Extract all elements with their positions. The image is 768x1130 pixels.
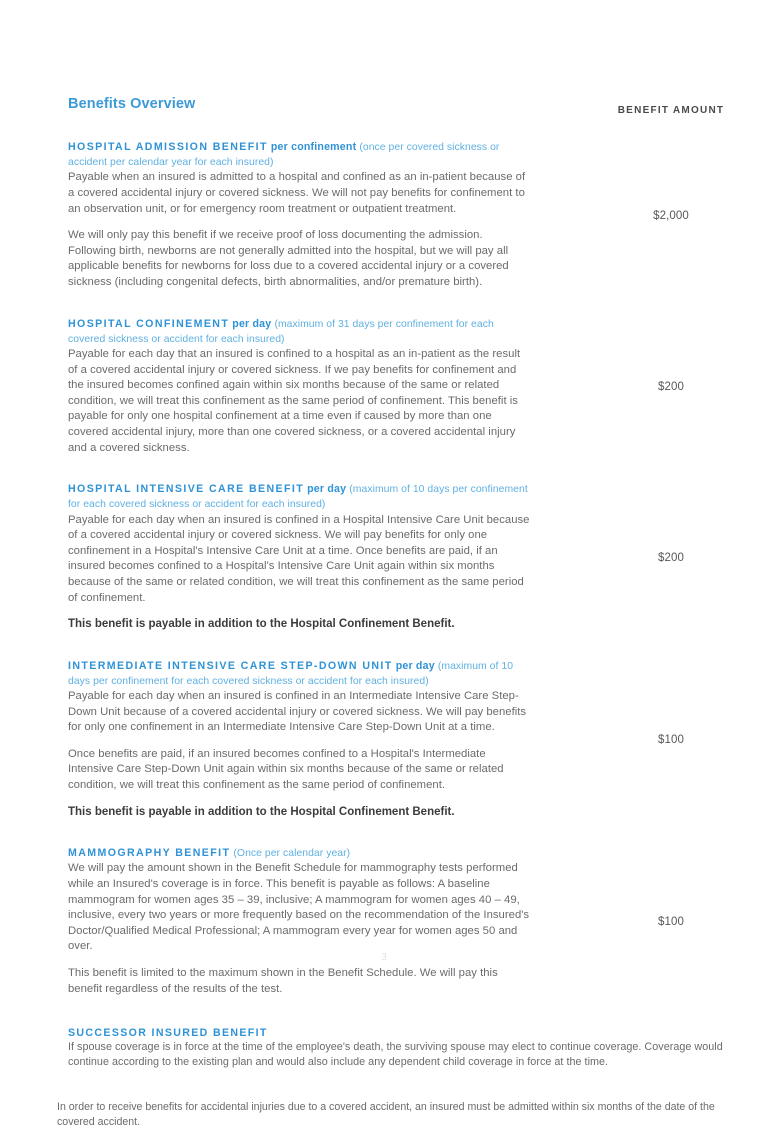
page-title: Benefits Overview [68,96,196,112]
benefit-section [0,482,768,633]
benefit-amount-value: $200 [658,380,684,393]
successor-insured-section [0,1027,768,1070]
benefit-heading [68,317,532,347]
benefit-heading-title: HOSPITAL CONFINEMENT [68,317,230,330]
benefit-bold-note: This benefit is payable in addition to the Hospital Confinement Benefit. [68,805,455,818]
page-header [0,96,768,128]
benefit-amount-value: $2,000 [653,210,689,222]
benefit-heading-qualifier: per day [232,317,272,330]
benefit-heading-title: MAMMOGRAPHY BENEFIT [68,847,231,860]
benefit-section [0,140,768,291]
benefit-heading [68,659,532,689]
benefits-list [0,140,768,1130]
benefit-amount-value: $100 [658,916,684,929]
benefit-text-column [0,482,532,633]
benefit-section [0,317,768,457]
benefit-text-column [0,659,532,821]
benefit-text-column [0,140,532,291]
successor-insured-inner [0,1027,768,1070]
benefit-heading-parenthetical: (Once per calendar year) [233,848,351,860]
benefit-paragraph: Once benefits are paid, if an insured becomes confined to a Hospital's Intermediate Intensive Care Step-Down Unit again within six months because of the same or related condition, we will treat this confinement as the same period of confinement. [68,747,504,792]
benefit-paragraph: Payable when an insured is admitted to a hospital and confined as an in-patient because of a covered accidental injury or covered sickness. We will not pay benefits for confinement to an observation unit, or for emergency room treatment or outpatient treatment. [68,171,526,215]
benefit-text-column [0,317,532,457]
benefit-paragraph: This benefit is limited to the maximum shown in the Benefit Schedule. We will pay this benefit regardless of the results of the test. [68,967,498,995]
benefit-amount-value: $200 [658,552,684,565]
benefit-heading [68,846,532,861]
successor-insured-paragraph: If spouse coverage is in force at the time of the employee's death, the surviving spouse may elect to continue coverage. Coverage would continue according to the existing plan and would also include any dependent child coverage in force at the time. [68,1041,723,1069]
benefit-heading-title: HOSPITAL INTENSIVE CARE BENEFIT [68,483,305,496]
benefit-amount-value: $100 [658,733,684,746]
benefit-paragraph: Payable for each day that an insured is confined to a hospital as an in-patient as the result of a covered accidental injury or covered sickness. If we pay benefits for confinement and the insured becomes confined again within six months because of the same or related condition, we will treat this confinement as the same period of confinement. This benefit is payable for only one hospital confinement at a time even if caused by more than one covered accidental injury, more than one covered sickness, or a covered accidental injury and a covered sickness. [68,347,521,454]
closing-note [57,1100,737,1130]
benefit-bold-note: This benefit is payable in addition to the Hospital Confinement Benefit. [68,618,455,631]
benefit-paragraph: Payable for each day when an insured is confined in a Hospital Intensive Care Unit because of a covered accidental injury or covered sickness. We will pay benefits for only one confinement in a Hospital's Intensive Care Unit at a time. Once benefits are paid, if an insured becomes confined to a Hospital's Intensive Care Unit again within six months because of the same or related condition, we will treat this confinement as the same period of confinement. [68,513,530,604]
benefit-heading-parenthetical: (maximum of 31 days per confinement for each covered sickness or accident for each insured) [68,318,494,345]
benefit-amount-column-header: BENEFIT AMOUNT [617,105,725,116]
successor-insured-heading: SUCCESSOR INSURED BENEFIT [68,1027,268,1040]
benefit-paragraph: Payable for each day when an insured is confined in an Intermediate Intensive Care Step-Down Unit because of a covered accidental injury or covered sickness. We will pay benefits for only one confinement in an Intermediate Intensive Care Step-Down Unit at a time. [68,690,527,734]
benefit-heading [68,140,532,170]
benefit-heading [68,482,532,512]
benefit-heading-qualifier: per confinement [270,141,357,153]
benefit-heading-parenthetical: (once per covered sickness or accident per calendar year for each insured) [68,142,500,169]
benefit-section [0,659,768,821]
benefit-heading-title: INTERMEDIATE INTENSIVE CARE STEP-DOWN UNIT [68,659,393,672]
benefit-section [0,846,768,997]
benefit-text-column [0,846,532,997]
closing-note-text: In order to receive benefits for accidental injuries due to a covered accident, an insured must be admitted within six months of the date of the covered accident. [57,1101,715,1129]
benefit-heading-parenthetical: (maximum of 10 days per confinement for each covered sickness or accident for each insured) [68,660,514,687]
page-number: 3 [381,952,387,963]
benefit-heading-title: HOSPITAL ADMISSION BENEFIT [68,141,268,153]
benefit-paragraph: We will only pay this benefit if we receive proof of loss documenting the admission. Following birth, newborns are not generally admitted into the hospital, but we will pay all applicable benefits for newborns for loss due to a covered accidental injury or a covered sickness (including congenital defects, birth abnormalities, and/or premature birth). [68,229,509,288]
benefit-heading-parenthetical: (maximum of 10 days per confinement for each covered sickness or accident for each insured) [68,484,528,511]
benefit-heading-qualifier: per day [307,483,347,496]
benefit-heading-qualifier: per day [395,659,435,672]
benefit-paragraph: We will pay the amount shown in the Benefit Schedule for mammography tests performed while an Insured's coverage is in force. This benefit is payable as follows: A baseline mammogram for women ages 35 – 39, inclusive; A mammogram for women ages 40 – 49, inclusive, every two years or more frequently based on the recommendation of the Insured's Doctor/Qualified Medical Professional; A mammogram every year for women ages 50 and over. [68,862,530,953]
